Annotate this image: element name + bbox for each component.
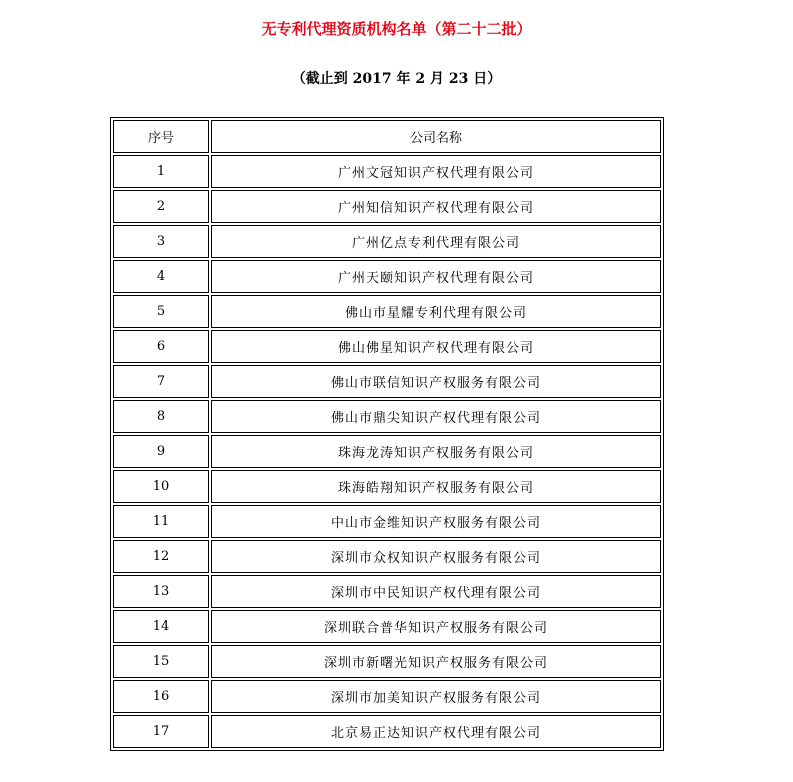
table-row (113, 505, 661, 538)
row-company-name: 广州天颐知识产权代理有限公司 (211, 260, 661, 293)
header-company-name: 公司名称 (211, 120, 661, 153)
table-row (113, 645, 661, 678)
row-serial-number: 8 (113, 400, 209, 433)
table-row (113, 260, 661, 293)
row-company-name: 广州知信知识产权代理有限公司 (211, 190, 661, 223)
row-company-name: 佛山市星耀专利代理有限公司 (211, 295, 661, 328)
row-serial-number: 14 (113, 610, 209, 643)
company-table-wrapper (110, 117, 664, 751)
row-company-name: 深圳市众权知识产权服务有限公司 (211, 540, 661, 573)
row-serial-number: 7 (113, 365, 209, 398)
table-row (113, 295, 661, 328)
row-company-name: 广州亿点专利代理有限公司 (211, 225, 661, 258)
row-company-name: 中山市金维知识产权服务有限公司 (211, 505, 661, 538)
row-company-name: 深圳联合普华知识产权服务有限公司 (211, 610, 661, 643)
row-serial-number: 11 (113, 505, 209, 538)
table-row (113, 435, 661, 468)
row-company-name: 深圳市加美知识产权服务有限公司 (211, 680, 661, 713)
row-company-name: 珠海皓翔知识产权服务有限公司 (211, 470, 661, 503)
row-serial-number: 3 (113, 225, 209, 258)
table-row (113, 155, 661, 188)
row-serial-number: 10 (113, 470, 209, 503)
table-row (113, 365, 661, 398)
row-serial-number: 2 (113, 190, 209, 223)
row-company-name: 深圳市新曙光知识产权服务有限公司 (211, 645, 661, 678)
table-row (113, 400, 661, 433)
row-serial-number: 4 (113, 260, 209, 293)
table-row (113, 680, 661, 713)
row-company-name: 广州文冠知识产权代理有限公司 (211, 155, 661, 188)
row-serial-number: 16 (113, 680, 209, 713)
table-row (113, 330, 661, 363)
document-title: 无专利代理资质机构名单（第二十二批） (261, 20, 532, 38)
row-serial-number: 12 (113, 540, 209, 573)
document-subtitle: （截止到 2017 年 2 月 23 日） (291, 71, 502, 87)
table-row (113, 575, 661, 608)
row-serial-number: 13 (113, 575, 209, 608)
header-serial-number: 序号 (113, 120, 209, 153)
row-company-name: 佛山市鼎尖知识产权代理有限公司 (211, 400, 661, 433)
row-serial-number: 15 (113, 645, 209, 678)
table-body (113, 155, 661, 748)
row-company-name: 深圳市中民知识产权代理有限公司 (211, 575, 661, 608)
row-serial-number: 6 (113, 330, 209, 363)
company-table (110, 117, 664, 751)
table-row (113, 715, 661, 748)
table-row (113, 190, 661, 223)
row-serial-number: 5 (113, 295, 209, 328)
table-row (113, 225, 661, 258)
row-serial-number: 9 (113, 435, 209, 468)
row-serial-number: 17 (113, 715, 209, 748)
table-header-row (113, 120, 661, 153)
row-company-name: 北京易正达知识产权代理有限公司 (211, 715, 661, 748)
row-company-name: 佛山佛星知识产权代理有限公司 (211, 330, 661, 363)
table-row (113, 540, 661, 573)
row-company-name: 佛山市联信知识产权服务有限公司 (211, 365, 661, 398)
row-company-name: 珠海龙涛知识产权服务有限公司 (211, 435, 661, 468)
table-row (113, 470, 661, 503)
row-serial-number: 1 (113, 155, 209, 188)
table-row (113, 610, 661, 643)
